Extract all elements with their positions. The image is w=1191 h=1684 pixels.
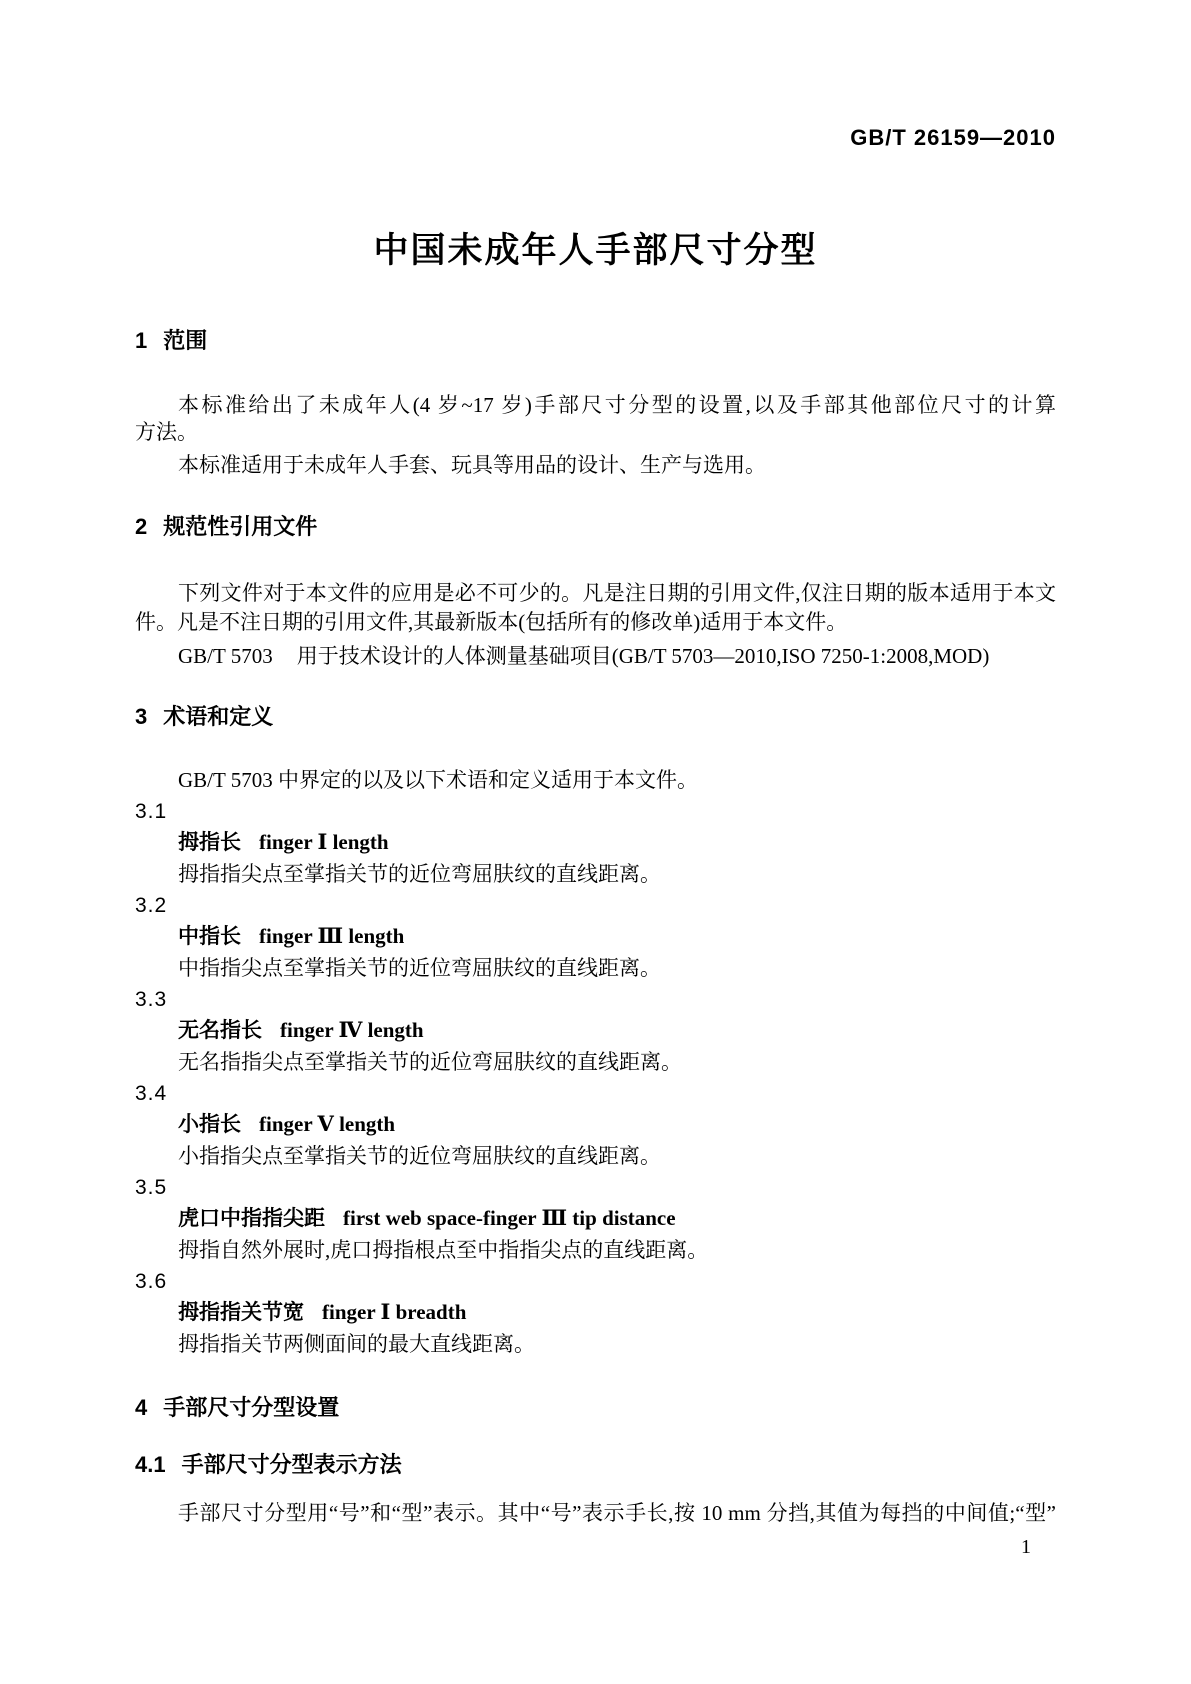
term-definition-3-4 bbox=[135, 1078, 1056, 1172]
page-number: 1 bbox=[1021, 1536, 1031, 1558]
term-english: finger Ⅲ length bbox=[259, 924, 405, 949]
section-4-heading bbox=[135, 1393, 1056, 1423]
clause-number: 3.4 bbox=[135, 1082, 168, 1105]
section-4-number: 4 bbox=[135, 1395, 148, 1420]
standard-code: GB/T 26159—2010 bbox=[850, 125, 1056, 150]
clause-number: 3.5 bbox=[135, 1176, 168, 1199]
section-2-number: 2 bbox=[135, 514, 148, 539]
section-3-title: 术语和定义 bbox=[163, 704, 274, 729]
document-title: 中国未成年人手部尺寸分型 bbox=[373, 231, 818, 270]
section-3-number: 3 bbox=[135, 704, 148, 729]
term-definition-3-5 bbox=[135, 1172, 1056, 1266]
scope-paragraph-line-2: 方法。 bbox=[135, 420, 198, 444]
term-chinese: 拇指指关节宽 bbox=[178, 1301, 304, 1325]
term-english: finger Ⅳ length bbox=[280, 1018, 424, 1043]
term-definition-text: 拇指自然外展时,虎口拇指根点至中指指尖点的直线距离。 bbox=[178, 1237, 709, 1262]
section-2-heading bbox=[135, 512, 1056, 542]
section-4-1-heading bbox=[135, 1450, 1056, 1480]
term-definition-3-6 bbox=[135, 1266, 1056, 1360]
term-chinese: 拇指长 bbox=[178, 831, 241, 855]
term-line bbox=[135, 1203, 1056, 1234]
term-definition-text: 无名指指尖点至掌指关节的近位弯屈肤纹的直线距离。 bbox=[178, 1049, 682, 1074]
term-english: finger Ⅰ length bbox=[259, 830, 389, 855]
terms-intro: GB/T 5703 中界定的以及以下术语和定义适用于本文件。 bbox=[178, 768, 698, 792]
term-definition-3-3 bbox=[135, 984, 1056, 1078]
reference-title: 用于技术设计的人体测量基础项目(GB/T 5703—2010,ISO 7250-1:2008,MOD) bbox=[296, 644, 990, 668]
references-paragraph-line-1: 下列文件对于本文件的应用是必不可少的。凡是注日期的引用文件,仅注日期的版本适用于本文 bbox=[178, 581, 1056, 605]
term-line bbox=[135, 921, 1056, 952]
term-chinese: 无名指长 bbox=[178, 1019, 262, 1043]
section-4-1-title: 手部尺寸分型表示方法 bbox=[181, 1452, 402, 1477]
reference-code: GB/T 5703 bbox=[178, 644, 273, 668]
clause-number: 3.6 bbox=[135, 1270, 168, 1293]
section-1-title: 范围 bbox=[163, 328, 208, 353]
term-line bbox=[135, 1297, 1056, 1328]
scope-paragraph-2: 本标准适用于未成年人手套、玩具等用品的设计、生产与选用。 bbox=[178, 453, 766, 477]
term-line bbox=[135, 827, 1056, 858]
references-paragraph-line-2: 件。凡是不注日期的引用文件,其最新版本(包括所有的修改单)适用于本文件。 bbox=[135, 610, 848, 634]
term-definition-3-2 bbox=[135, 890, 1056, 984]
term-definition-3-1 bbox=[135, 796, 1056, 890]
term-english: finger Ⅰ breadth bbox=[322, 1300, 467, 1325]
section-3-heading bbox=[135, 702, 1056, 732]
term-chinese: 中指长 bbox=[178, 925, 241, 949]
clause-number: 3.2 bbox=[135, 894, 168, 917]
term-definition-text: 中指指尖点至掌指关节的近位弯屈肤纹的直线距离。 bbox=[178, 955, 661, 980]
section-1-number: 1 bbox=[135, 328, 148, 353]
term-chinese: 虎口中指指尖距 bbox=[178, 1207, 325, 1231]
reference-entry bbox=[135, 641, 1056, 671]
term-english: first web space-finger Ⅲ tip distance bbox=[343, 1206, 676, 1231]
term-line bbox=[135, 1015, 1056, 1046]
term-definition-text: 拇指指关节两侧面间的最大直线距离。 bbox=[178, 1331, 535, 1356]
scope-paragraph-line-1: 本标准给出了未成年人(4 岁~17 岁)手部尺寸分型的设置,以及手部其他部位尺寸的计算 bbox=[178, 393, 1056, 417]
sizing-method-paragraph: 手部尺寸分型用“号”和“型”表示。其中“号”表示手长,按 10 mm 分挡,其值为每挡的中间值;“型” bbox=[178, 1501, 1056, 1525]
clause-number: 3.1 bbox=[135, 800, 168, 823]
term-chinese: 小指长 bbox=[178, 1113, 241, 1137]
section-2-title: 规范性引用文件 bbox=[163, 514, 318, 539]
section-4-1-number: 4.1 bbox=[135, 1452, 166, 1477]
clause-number: 3.3 bbox=[135, 988, 168, 1011]
term-definition-text: 拇指指尖点至掌指关节的近位弯屈肤纹的直线距离。 bbox=[178, 861, 661, 886]
term-line bbox=[135, 1109, 1056, 1140]
term-definition-text: 小指指尖点至掌指关节的近位弯屈肤纹的直线距离。 bbox=[178, 1143, 661, 1168]
term-english: finger Ⅴ length bbox=[259, 1112, 396, 1137]
section-4-title: 手部尺寸分型设置 bbox=[163, 1395, 340, 1420]
section-1-heading bbox=[135, 326, 1056, 356]
